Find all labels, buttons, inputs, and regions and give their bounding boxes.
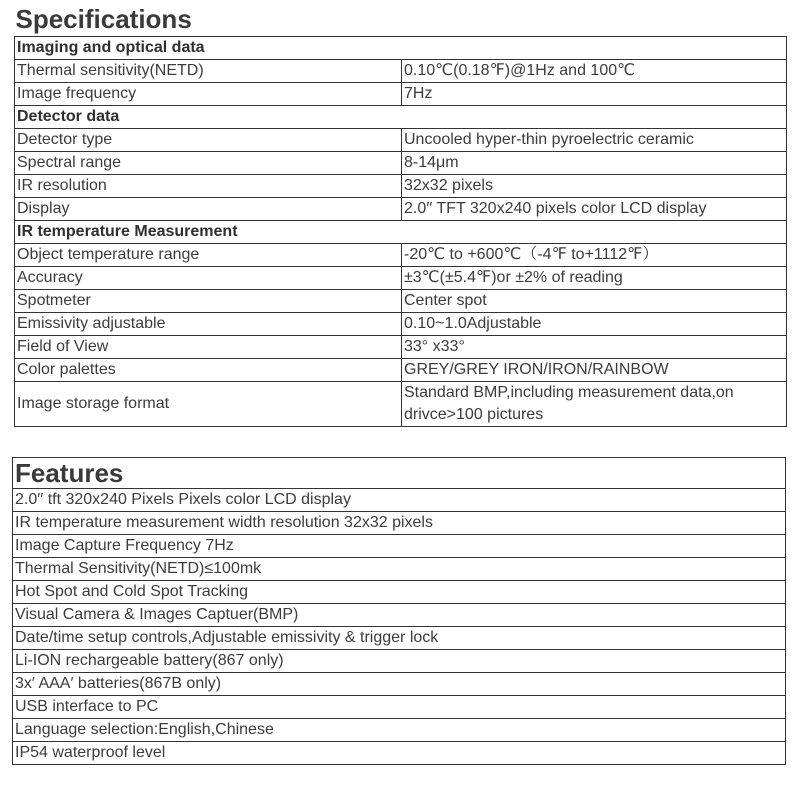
feature-item: Hot Spot and Cold Spot Tracking (13, 581, 786, 604)
spec-value: GREY/GREY IRON/IRON/RAINBOW (402, 359, 787, 382)
spec-row (15, 244, 787, 267)
spec-row (15, 267, 787, 290)
spec-value: 0.10~1.0Adjustable (402, 313, 787, 336)
feature-item: Language selection:English,Chinese (13, 719, 786, 742)
feature-item: IR temperature measurement width resolution 32x32 pixels (13, 512, 786, 535)
spec-label: Display (15, 198, 402, 221)
feature-item: Li-ION rechargeable battery(867 only) (13, 650, 786, 673)
spec-label: Field of View (15, 336, 402, 359)
spec-label: Detector type (15, 129, 402, 152)
spec-label: IR resolution (15, 175, 402, 198)
section-heading-ir-measurement: IR temperature Measurement (15, 221, 787, 244)
spec-label: Emissivity adjustable (15, 313, 402, 336)
specifications-title: Specifications (15, 2, 787, 37)
section-heading-detector: Detector data (15, 106, 787, 129)
spec-value: Standard BMP,including measurement data,on drivce>100 pictures (402, 382, 787, 427)
feature-item: USB interface to PC (13, 696, 786, 719)
spec-label: Accuracy (15, 267, 402, 290)
spec-row (15, 83, 787, 106)
feature-item: IP54 waterproof level (13, 742, 786, 765)
spec-row (15, 152, 787, 175)
spec-value: 2.0′′ TFT 320x240 pixels color LCD display (402, 198, 787, 221)
spec-value: ±3℃(±5.4℉)or ±2% of reading (402, 267, 787, 290)
spec-label: Color palettes (15, 359, 402, 382)
specifications-table (14, 2, 787, 427)
spec-value: -20℃ to +600℃（-4℉ to+1112℉） (402, 244, 787, 267)
spec-value: Uncooled hyper-thin pyroelectric ceramic (402, 129, 787, 152)
spec-row (15, 336, 787, 359)
spec-label: Image storage format (15, 382, 402, 427)
spec-value: 8-14μm (402, 152, 787, 175)
spec-label: Object temperature range (15, 244, 402, 267)
spec-value: 0.10℃(0.18℉)@1Hz and 100℃ (402, 60, 787, 83)
feature-item: Thermal Sensitivity(NETD)≤100mk (13, 558, 786, 581)
spec-value: Center spot (402, 290, 787, 313)
feature-item: Date/time setup controls,Adjustable emissivity & trigger lock (13, 627, 786, 650)
feature-item: Visual Camera & Images Captuer(BMP) (13, 604, 786, 627)
spec-value: 33° x33° (402, 336, 787, 359)
spec-row (15, 60, 787, 83)
features-title: Features (13, 458, 786, 489)
spec-value: 32x32 pixels (402, 175, 787, 198)
spec-label: Thermal sensitivity(NETD) (15, 60, 402, 83)
spec-value: 7Hz (402, 83, 787, 106)
spec-label: Spectral range (15, 152, 402, 175)
features-table (12, 457, 786, 765)
feature-item: Image Capture Frequency 7Hz (13, 535, 786, 558)
spec-row (15, 198, 787, 221)
feature-item: 3x′ AAA′ batteries(867B only) (13, 673, 786, 696)
spec-row (15, 382, 787, 427)
spec-row (15, 129, 787, 152)
section-heading-imaging: Imaging and optical data (15, 37, 787, 60)
spec-label: Image frequency (15, 83, 402, 106)
spec-row (15, 290, 787, 313)
spec-row (15, 359, 787, 382)
spec-label: Spotmeter (15, 290, 402, 313)
spec-row (15, 175, 787, 198)
feature-item: 2.0′′ tft 320x240 Pixels Pixels color LCD display (13, 489, 786, 512)
spec-row (15, 313, 787, 336)
